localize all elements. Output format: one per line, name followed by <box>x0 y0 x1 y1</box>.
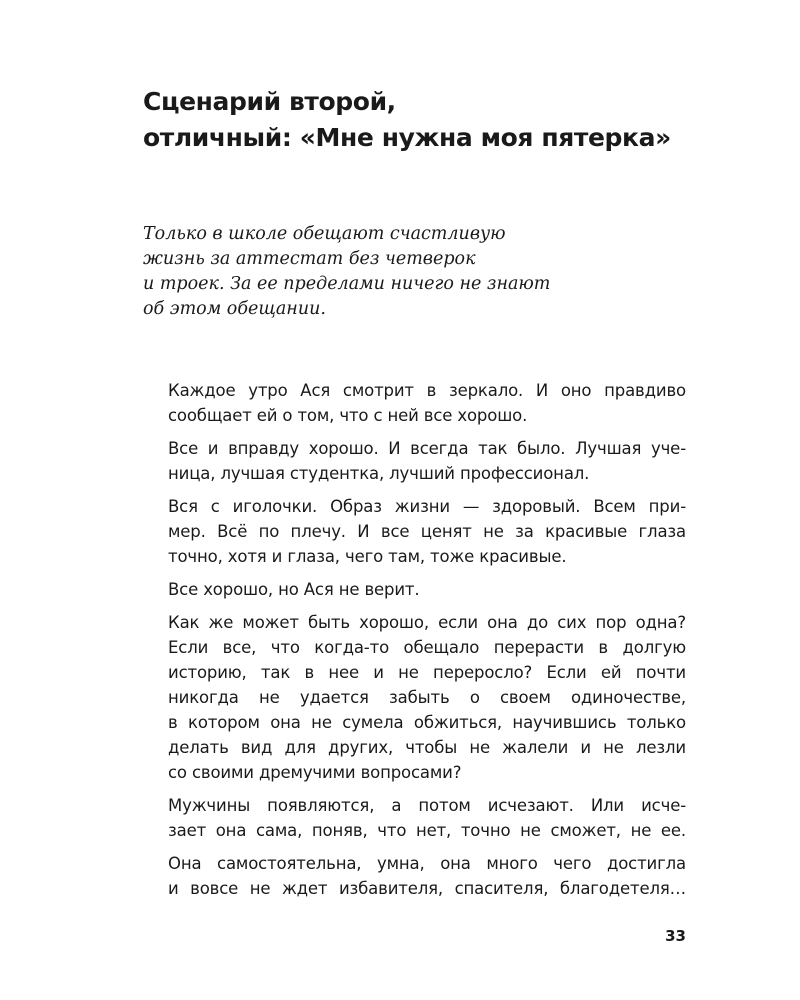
text-line: ница, лучшая студентка, лучший профессионал. <box>168 464 590 483</box>
text-line: историю, так в нее и не переросло? Если ей почти <box>168 663 686 682</box>
text-line: Мужчины появляются, а потом исчезают. Или исче- <box>168 796 686 815</box>
text-line: Вся с иголочки. Образ жизни — здоровый. Всем при- <box>168 497 686 516</box>
paragraph <box>168 851 686 901</box>
text-line: Она самостоятельна, умна, она много чего достигла <box>168 854 686 873</box>
epigraph-line: и троек. За ее пределами ничего не знают <box>143 274 551 294</box>
text-line: делать вид для других, чтобы не жалели и не лезли <box>168 738 686 757</box>
paragraph <box>168 494 686 569</box>
page-number: 33 <box>665 927 686 945</box>
text-line: сообщает ей о том, что с ней все хорошо. <box>168 406 528 425</box>
text-line: Каждое утро Ася смотрит в зеркало. И оно правдиво <box>168 381 686 400</box>
epigraph-line: об этом обещании. <box>143 299 326 319</box>
text-line: никогда не удается забыть о своем одиночестве, <box>168 688 686 707</box>
paragraph <box>168 378 686 428</box>
text-line: Все и вправду хорошо. И всегда так было. Лучшая уче- <box>168 439 686 458</box>
text-line: Если все, что когда-то обещало перерасти в долгую <box>168 638 686 657</box>
paragraph <box>168 793 686 843</box>
epigraph-line: Только в школе обещают счастливую <box>143 224 506 244</box>
epigraph-line: жизнь за аттестат без четверок <box>143 249 476 269</box>
body-text <box>168 378 686 909</box>
text-line: со своими дремучими вопросами? <box>168 763 462 782</box>
chapter-title-line: отличный: «Мне нужна моя пятерка» <box>143 123 671 152</box>
text-line: и вовсе не ждет избавителя, спасителя, благодетеля… <box>168 879 686 898</box>
text-line: в котором она не сумела обжиться, научившись только <box>168 713 686 732</box>
text-line: Как же может быть хорошо, если она до сих пор одна? <box>168 613 686 632</box>
chapter-title <box>143 84 743 156</box>
paragraph <box>168 610 686 785</box>
text-line: точно, хотя и глаза, чего там, тоже красивые. <box>168 547 567 566</box>
paragraph <box>168 577 686 602</box>
text-line: Все хорошо, но Ася не верит. <box>168 580 420 599</box>
text-line: зает она сама, поняв, что нет, точно не сможет, не ее. <box>168 821 686 840</box>
chapter-title-line: Сценарий второй, <box>143 87 396 116</box>
text-line: мер. Всё по плечу. И все ценят не за красивые глаза <box>168 522 686 541</box>
epigraph <box>143 222 663 322</box>
paragraph <box>168 436 686 486</box>
